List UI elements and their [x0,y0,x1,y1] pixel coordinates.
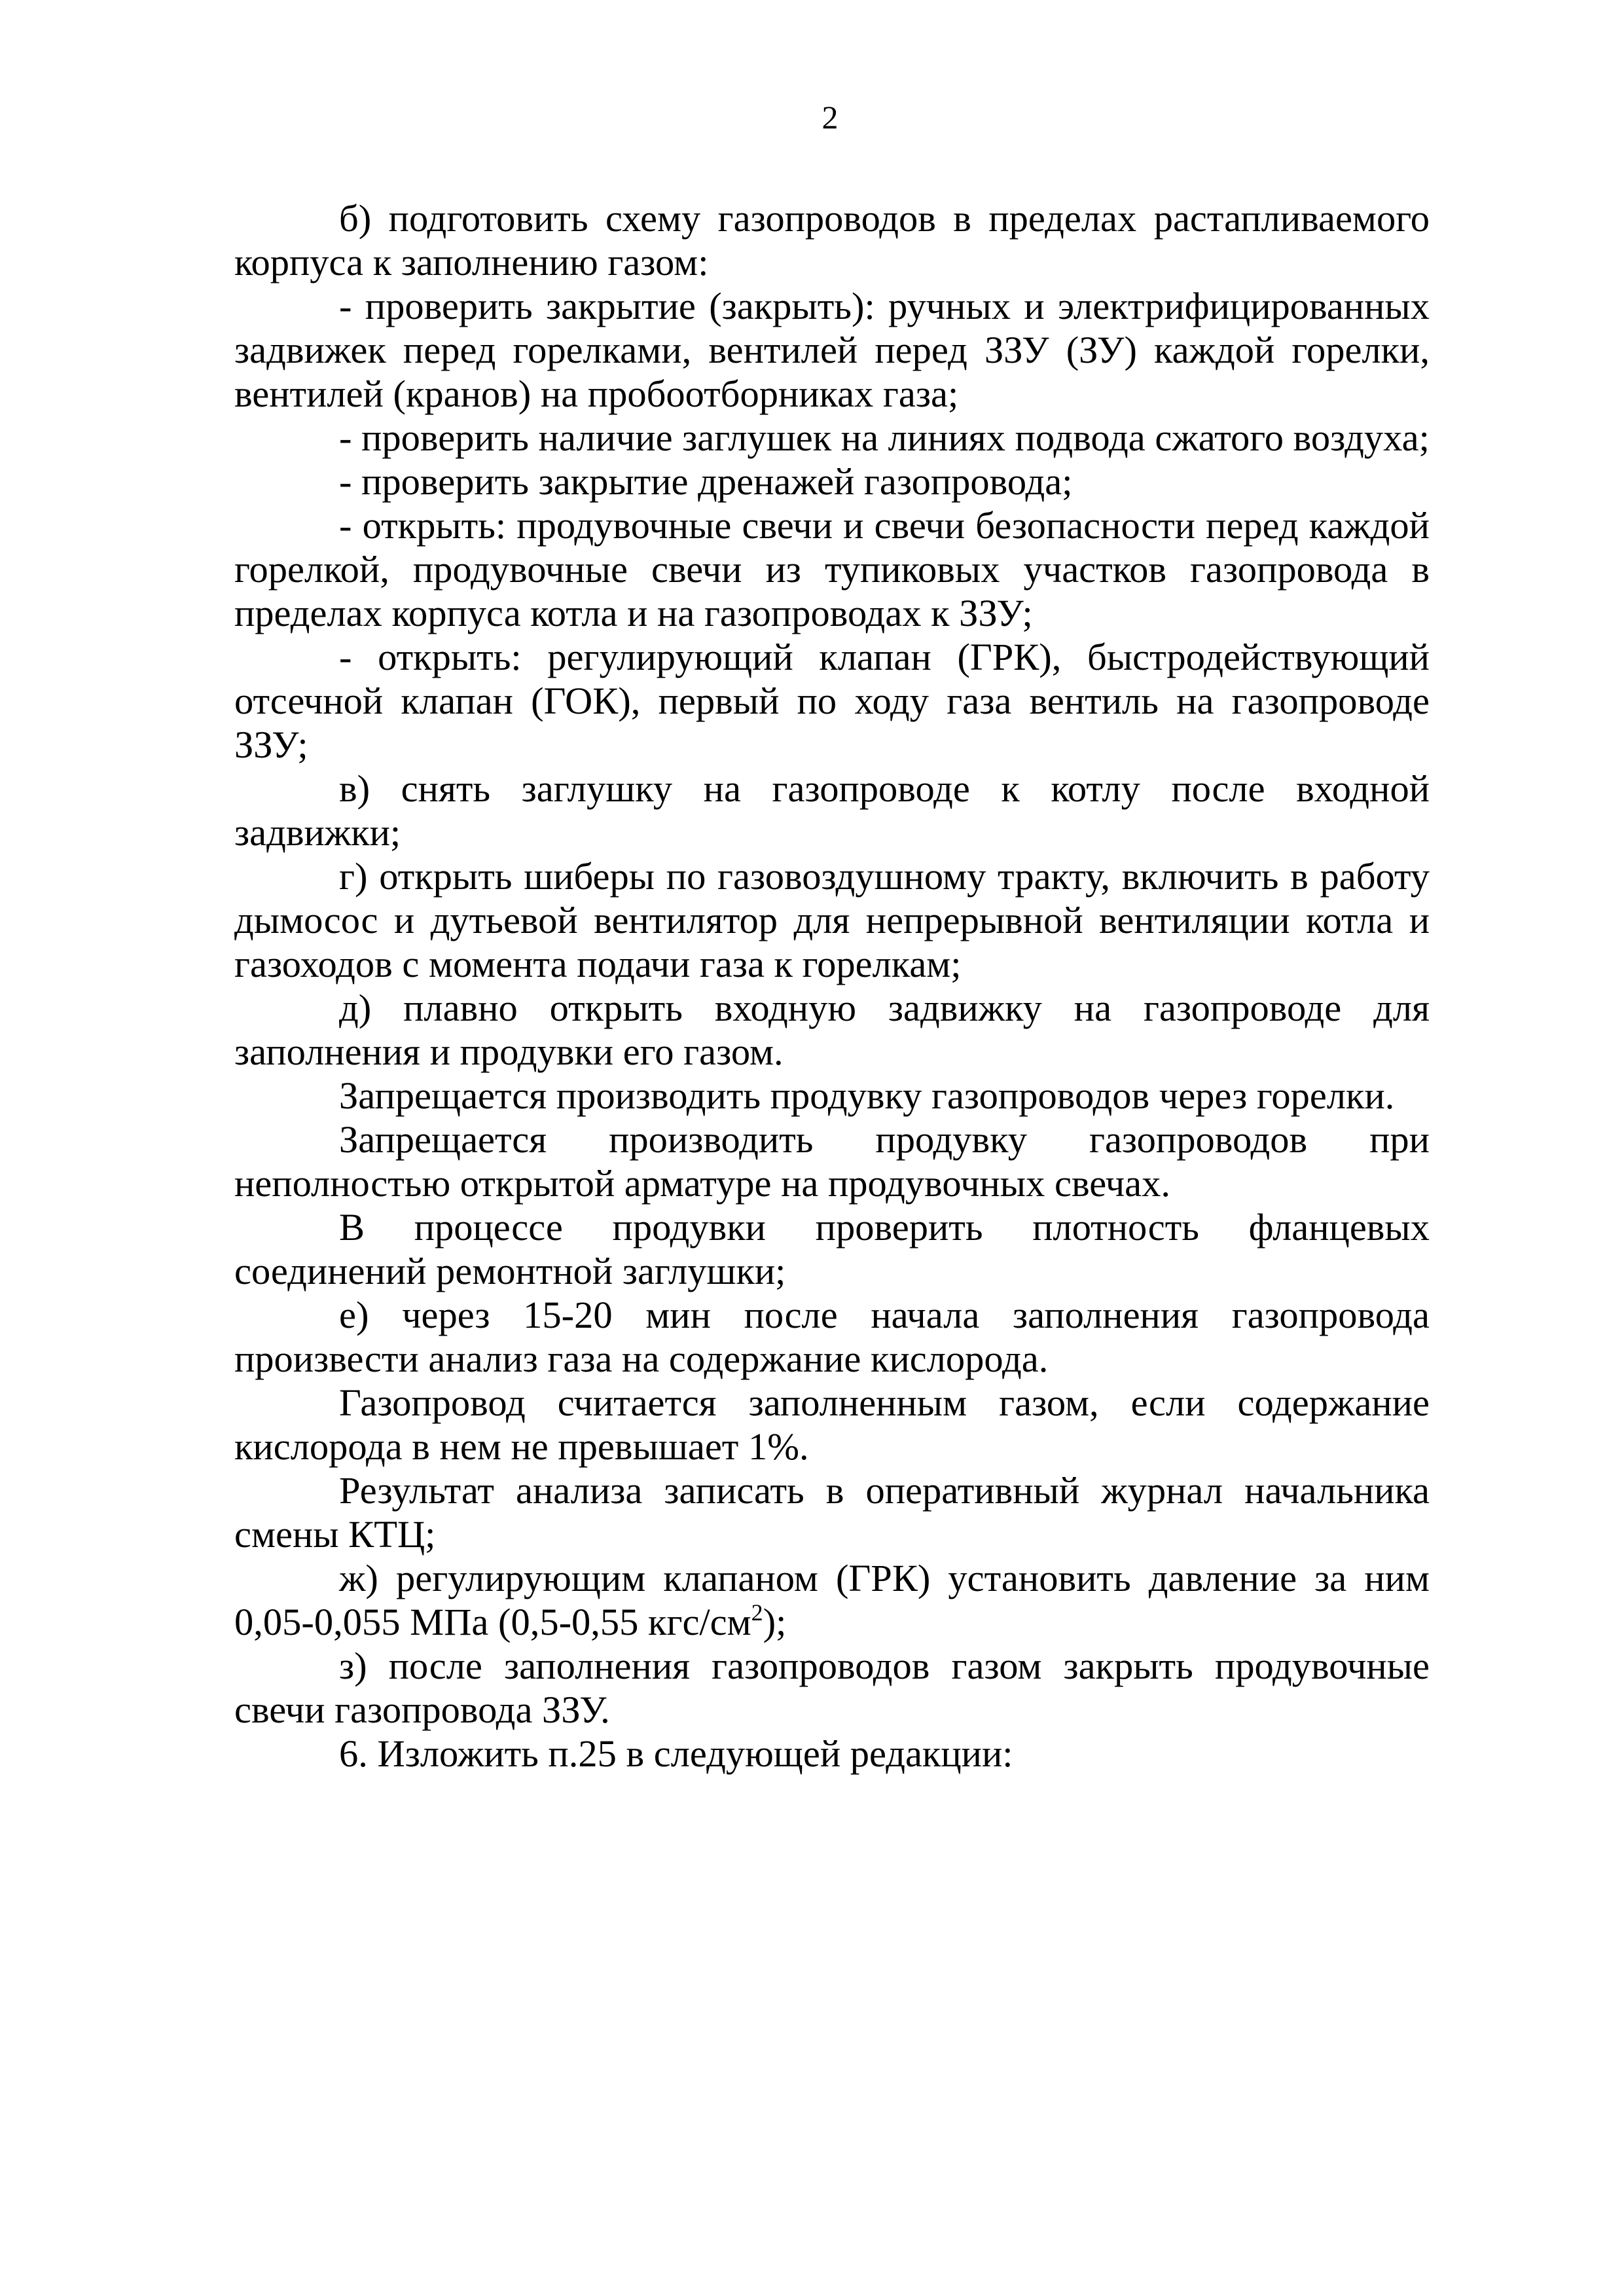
paragraph: - проверить закрытие дренажей газопровода; [339,460,1073,503]
paragraph: в) снять заглушку на газопроводе к котлу после входной задвижки; [234,767,1430,854]
pressure-paragraph [234,1556,1430,1644]
paragraph: - проверить закрытие (закрыть): ручных и электрифицированных задвижек перед горелками, вентилей перед ЗЗУ (ЗУ) каждой горелки, вентилей (кранов) на пробоотборниках газа; [234,285,1430,415]
paragraph: - открыть: регулирующий клапан (ГРК), быстродействующий отсечной клапан (ГОК), первый по ходу газа вентиль на газопроводе ЗЗУ; [234,636,1430,766]
paragraph: Газопровод считается заполненным газом, если содержание кислорода в нем не превышает 1%. [234,1381,1430,1468]
paragraph: - открыть: продувочные свечи и свечи безопасности перед каждой горелкой, продувочные свечи из тупиковых участков газопровода в пределах корпуса котла и на газопроводах к ЗЗУ; [234,504,1430,634]
pressure-text-end: ); [763,1601,787,1643]
paragraph: б) подготовить схему газопроводов в пределах растапливаемого корпуса к заполнению газом: [234,197,1430,283]
paragraph: з) после заполнения газопроводов газом закрыть продувочные свечи газопровода ЗЗУ. [234,1645,1430,1731]
paragraph: д) плавно открыть входную задвижку на газопроводе для заполнения и продувки его газом. [234,987,1430,1073]
superscript: 2 [751,1599,763,1626]
paragraph: е) через 15-20 мин после начала заполнения газопровода произвести анализ газа на содержание кислорода. [234,1294,1430,1380]
paragraph: Результат анализа записать в оперативный журнал начальника смены КТЦ; [234,1469,1430,1556]
paragraph: 6. Изложить п.25 в следующей редакции: [339,1732,1013,1775]
document-body [234,196,1430,1776]
pressure-text: ж) регулирующим клапаном (ГРК) установить давление за ним 0,05-0,055 МПа (0,5-0,55 кгс/см [234,1557,1430,1643]
paragraph: В процессе продувки проверить плотность фланцевых соединений ремонтной заглушки; [234,1206,1430,1292]
paragraph: Запрещается производить продувку газопроводов через горелки. [339,1074,1395,1117]
paragraph: - проверить наличие заглушек на линиях подвода сжатого воздуха; [339,416,1430,459]
paragraph: г) открыть шиберы по газовоздушному тракту, включить в работу дымосос и дутьевой вентилятор для непрерывной вентиляции котла и газоходов с момента подачи газа к горелкам; [234,855,1430,985]
paragraph: Запрещается производить продувку газопроводов при неполностью открытой арматуре на продувочных свечах. [234,1118,1430,1205]
page-number: 2 [821,99,839,136]
